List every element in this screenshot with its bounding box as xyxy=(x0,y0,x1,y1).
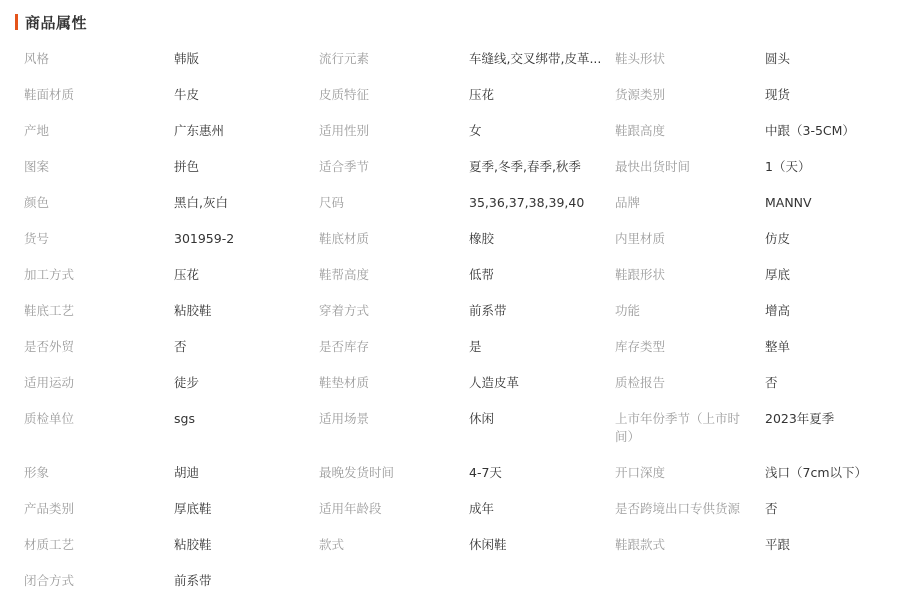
attribute-value: 拼色 xyxy=(174,159,200,174)
attribute-row xyxy=(24,220,894,256)
attribute-label: 是否跨境出口专供货源 xyxy=(615,501,741,516)
attribute-value: 厚底鞋 xyxy=(174,501,212,516)
attribute-value: 休闲 xyxy=(469,411,495,426)
attribute-value: 前系带 xyxy=(174,573,212,588)
attribute-value: 女 xyxy=(469,123,482,138)
attribute-label: 货源类别 xyxy=(615,87,666,102)
attribute-label: 库存类型 xyxy=(615,339,666,354)
attribute-value: 浅口（7cm以下） xyxy=(765,465,868,480)
attribute-label: 鞋垫材质 xyxy=(319,375,370,390)
attribute-value: 车缝线,交叉绑带,皮革... xyxy=(469,51,602,66)
attribute-value: 2023年夏季 xyxy=(765,411,835,426)
attribute-value: 压花 xyxy=(469,87,495,102)
attribute-row xyxy=(24,364,894,400)
attribute-value: 仿皮 xyxy=(765,231,791,246)
attribute-label: 适用性别 xyxy=(319,123,370,138)
attribute-row xyxy=(24,526,894,562)
attribute-value: 人造皮革 xyxy=(469,375,520,390)
attribute-value: 否 xyxy=(765,501,778,516)
attribute-value: 否 xyxy=(765,375,778,390)
attribute-value: 增高 xyxy=(765,303,791,318)
attribute-label: 皮质特征 xyxy=(319,87,370,102)
attribute-label: 是否库存 xyxy=(319,339,370,354)
attribute-value: 胡迪 xyxy=(174,465,200,480)
attributes-table xyxy=(24,40,894,598)
attribute-value: 前系带 xyxy=(469,303,507,318)
attribute-row xyxy=(24,562,894,598)
attribute-label: 鞋跟形状 xyxy=(615,267,666,282)
attribute-label: 功能 xyxy=(615,303,641,318)
attribute-value: 徒步 xyxy=(174,375,200,390)
attribute-label: 加工方式 xyxy=(24,267,75,282)
attribute-label: 鞋底工艺 xyxy=(24,303,75,318)
attribute-label: 穿着方式 xyxy=(319,303,370,318)
attribute-value: 牛皮 xyxy=(174,87,200,102)
attribute-value: sgs xyxy=(174,411,195,426)
attribute-value: 4-7天 xyxy=(469,465,502,480)
attribute-label: 鞋面材质 xyxy=(24,87,75,102)
attribute-label: 尺码 xyxy=(319,195,345,210)
attribute-label: 形象 xyxy=(24,465,50,480)
attribute-label: 开口深度 xyxy=(615,465,666,480)
attribute-row xyxy=(24,400,894,454)
attribute-label: 品牌 xyxy=(615,195,641,210)
attribute-row xyxy=(24,328,894,364)
attribute-label: 颜色 xyxy=(24,195,50,210)
attribute-label: 鞋跟高度 xyxy=(615,123,666,138)
attribute-label: 流行元素 xyxy=(319,51,370,66)
attribute-value: 整单 xyxy=(765,339,791,354)
attribute-label: 闭合方式 xyxy=(24,573,75,588)
attribute-value: 低帮 xyxy=(469,267,495,282)
attribute-row xyxy=(24,256,894,292)
attribute-value: 平跟 xyxy=(765,537,791,552)
section-accent-bar xyxy=(15,14,18,30)
attribute-value: 35,36,37,38,39,40 xyxy=(469,195,585,210)
attribute-value: 1（天） xyxy=(765,159,811,174)
attribute-label: 适用场景 xyxy=(319,411,370,426)
attribute-row xyxy=(24,112,894,148)
attribute-value: 否 xyxy=(174,339,187,354)
attribute-value: MANNV xyxy=(765,195,812,210)
attribute-label: 产品类别 xyxy=(24,501,75,516)
attribute-label: 货号 xyxy=(24,231,50,246)
attribute-value: 圆头 xyxy=(765,51,791,66)
attribute-value: 压花 xyxy=(174,267,200,282)
section-title: 商品属性 xyxy=(25,13,88,32)
attribute-label: 质检单位 xyxy=(24,411,75,426)
attribute-value: 休闲鞋 xyxy=(469,537,507,552)
attribute-row xyxy=(24,40,894,76)
attribute-label: 内里材质 xyxy=(615,231,666,246)
attribute-label: 鞋跟款式 xyxy=(615,537,666,552)
attribute-value: 广东惠州 xyxy=(174,123,225,138)
attribute-row xyxy=(24,454,894,490)
attribute-label: 鞋头形状 xyxy=(615,51,666,66)
attribute-value: 现货 xyxy=(765,87,791,102)
attribute-label: 材质工艺 xyxy=(24,537,75,552)
attribute-label: 款式 xyxy=(319,537,345,552)
section-header xyxy=(15,12,87,32)
attribute-label: 是否外贸 xyxy=(24,339,75,354)
attribute-row xyxy=(24,148,894,184)
attribute-value: 成年 xyxy=(469,501,495,516)
attribute-row xyxy=(24,184,894,220)
attribute-value: 是 xyxy=(469,339,482,354)
attribute-value: 韩版 xyxy=(174,51,200,66)
attribute-value: 黑白,灰白 xyxy=(174,195,228,210)
attribute-value: 厚底 xyxy=(765,267,791,282)
attribute-label: 鞋底材质 xyxy=(319,231,370,246)
attribute-label: 产地 xyxy=(24,123,50,138)
attribute-value: 橡胶 xyxy=(469,231,495,246)
attribute-label: 适用运动 xyxy=(24,375,75,390)
attributes-table-body xyxy=(24,40,894,598)
attribute-label: 适合季节 xyxy=(319,159,370,174)
attribute-row xyxy=(24,292,894,328)
attribute-label: 风格 xyxy=(24,51,50,66)
attribute-label: 最晚发货时间 xyxy=(319,465,395,480)
attribute-row xyxy=(24,76,894,112)
attribute-value: 夏季,冬季,春季,秋季 xyxy=(469,159,581,174)
attribute-label: 鞋帮高度 xyxy=(319,267,370,282)
attribute-label: 最快出货时间 xyxy=(615,159,691,174)
attribute-label: 适用年龄段 xyxy=(319,501,382,516)
attribute-label: 图案 xyxy=(24,159,50,174)
attribute-value: 301959-2 xyxy=(174,231,235,246)
attribute-value: 中跟（3-5CM） xyxy=(765,123,855,138)
attribute-label: 质检报告 xyxy=(615,375,666,390)
attribute-value: 粘胶鞋 xyxy=(174,537,212,552)
attribute-label: 上市年份季节（上市时间） xyxy=(615,411,741,444)
attribute-row xyxy=(24,490,894,526)
attribute-value: 粘胶鞋 xyxy=(174,303,212,318)
